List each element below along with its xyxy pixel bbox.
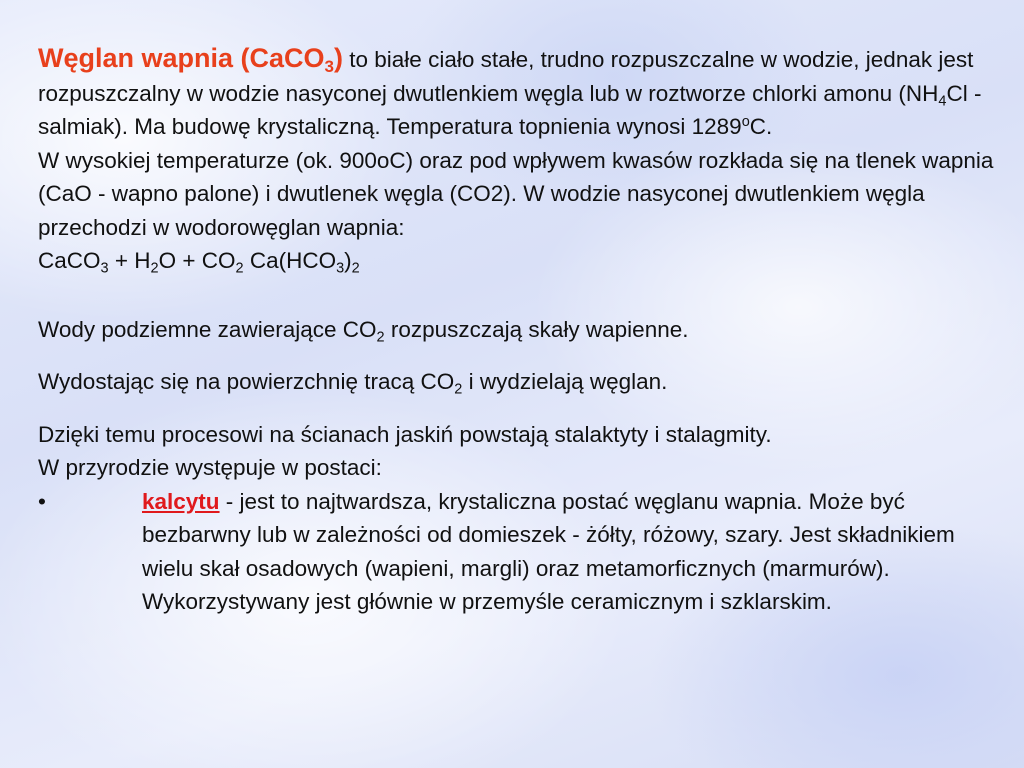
paragraph-spacer [38,278,998,313]
slide-title: Węglan wapnia (CaCO$_3$) [38,43,344,77]
list-item-calcite [38,485,998,619]
reaction-equation: CaCO$_3$ + $H_2O + CO_2$ $Ca(HCO_3)_2$ [38,248,360,277]
caves-paragraph: Dzięki temu procesowi na ścianach jaskiń powstają stalaktyty i stalagmity. W przyrodzie występuje w postaci: [38,421,772,480]
surface-paragraph: Wydostając się na powierzchnię tracą $CO_2$ i wydzielają węglan. [38,369,668,398]
intro-paragraph: Węglan wapnia (CaCO$_3$) to białe ciało stałe, trudno rozpuszczalne w wodzie, jednak jest rozpuszczalny w wodzie nasyconej dwutlenkiem węgla lub w roztworze chlorki amonu ($NH_4Cl$ - salmiak). Ma budowę krystaliczną. Temperatura topnienia wynosi 1289$^o$C. [38,43,982,139]
groundwater-paragraph: Wody podziemne zawierające $CO_2$ rozpuszczają skały wapienne. [38,316,689,345]
slide-body [38,42,998,619]
bullet-icon: • [38,488,46,514]
decomposition-paragraph: W wysokiej temperaturze (ok. 900oC) oraz pod wpływem kwasów rozkłada się na tlenek wapnia (CaO - wapno palone) i dwutlenek węgla (CO2). W wodzie nasyconej dwutlenkiem węgla przechodzi w wodorowęglan wapnia: [38,147,994,240]
calcite-description: - jest to najtwardsza, krystaliczna postać węglanu wapnia. Może być bezbarwny lub w zależności od domieszek - żółty, różowy, szary. Jest składnikiem wielu skał osadowych (wapieni, margli) oraz metamorficznych (marmurów). Wykorzystywany jest głównie w przemyśle ceramicznym i szklarskim. [142,488,955,614]
calcite-keyword: kalcytu [142,488,220,514]
